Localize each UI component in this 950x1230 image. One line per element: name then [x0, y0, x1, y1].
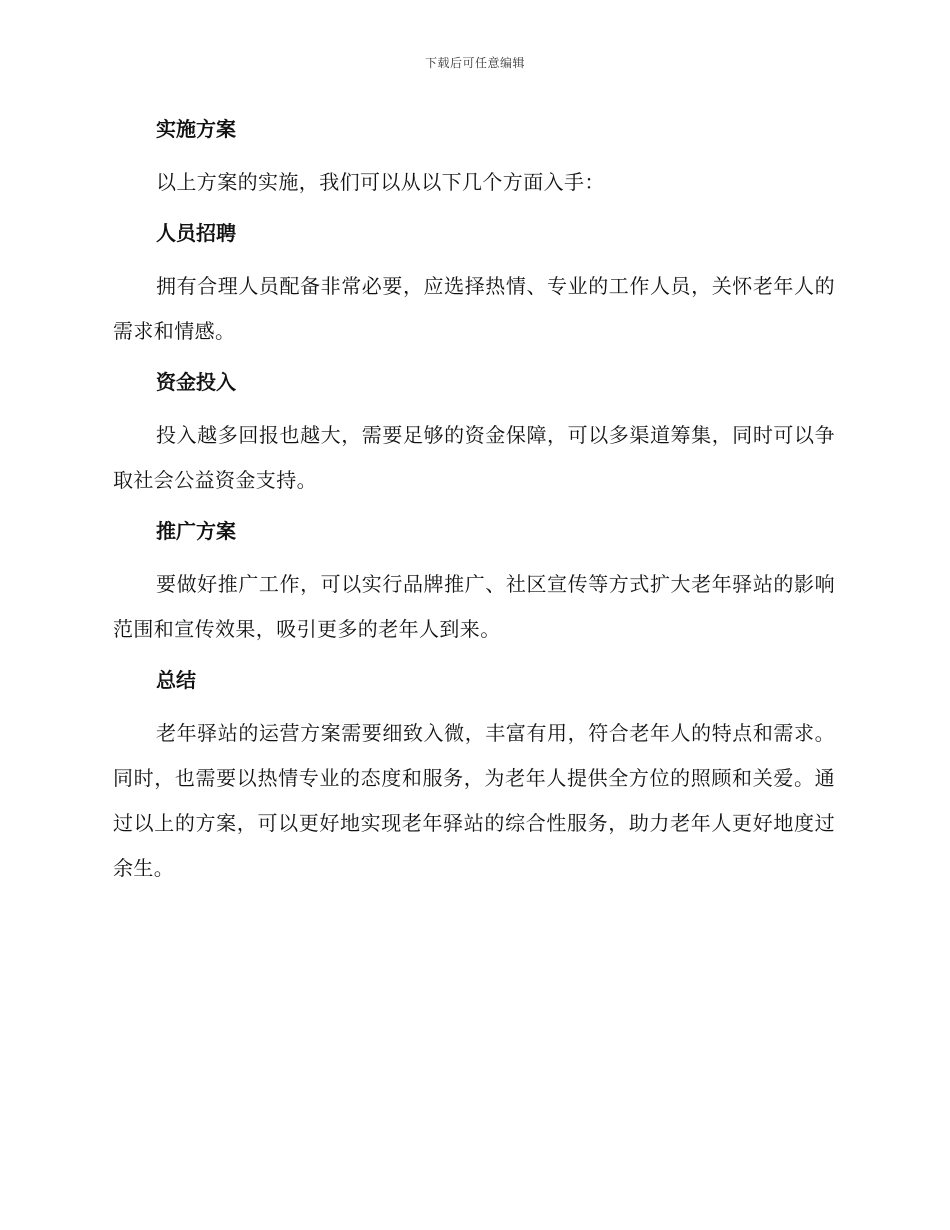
section-paragraph: 老年驿站的运营方案需要细致入微，丰富有用，符合老年人的特点和需求。同时，也需要以热情专业的态度和服务，为老年人提供全方位的照顾和关爱。通过以上的方案，可以更好地实现老年驿站的综合性服务，助力老年人更好地度过余生。	[113, 721, 835, 880]
section-paragraph: 拥有合理人员配备非常必要，应选择热情、专业的工作人员，关怀老年人的需求和情感。	[113, 274, 835, 343]
section-paragraph: 要做好推广工作，可以实行品牌推广、社区宣传等方式扩大老年驿站的影响范围和宣传效果，吸引更多的老年人到来。	[113, 572, 835, 641]
section-paragraph: 以上方案的实施，我们可以从以下几个方面入手：	[156, 170, 605, 194]
section-heading: 实施方案	[156, 117, 236, 141]
section-heading: 人员招聘	[156, 221, 236, 245]
section-paragraph: 投入越多回报也越大，需要足够的资金保障，可以多渠道筹集，同时可以争取社会公益资金支持。	[113, 423, 835, 492]
section-heading: 总结	[156, 668, 196, 692]
section-promotion-plan	[113, 512, 835, 652]
section-heading: 资金投入	[156, 370, 236, 394]
section-staff-recruitment	[113, 214, 835, 354]
page-header: 下载后可任意编辑	[424, 56, 525, 70]
section-implementation-plan	[113, 110, 835, 205]
section-summary	[113, 661, 835, 891]
section-funding	[113, 363, 835, 503]
section-heading: 推广方案	[156, 519, 236, 543]
document-body	[113, 110, 835, 891]
